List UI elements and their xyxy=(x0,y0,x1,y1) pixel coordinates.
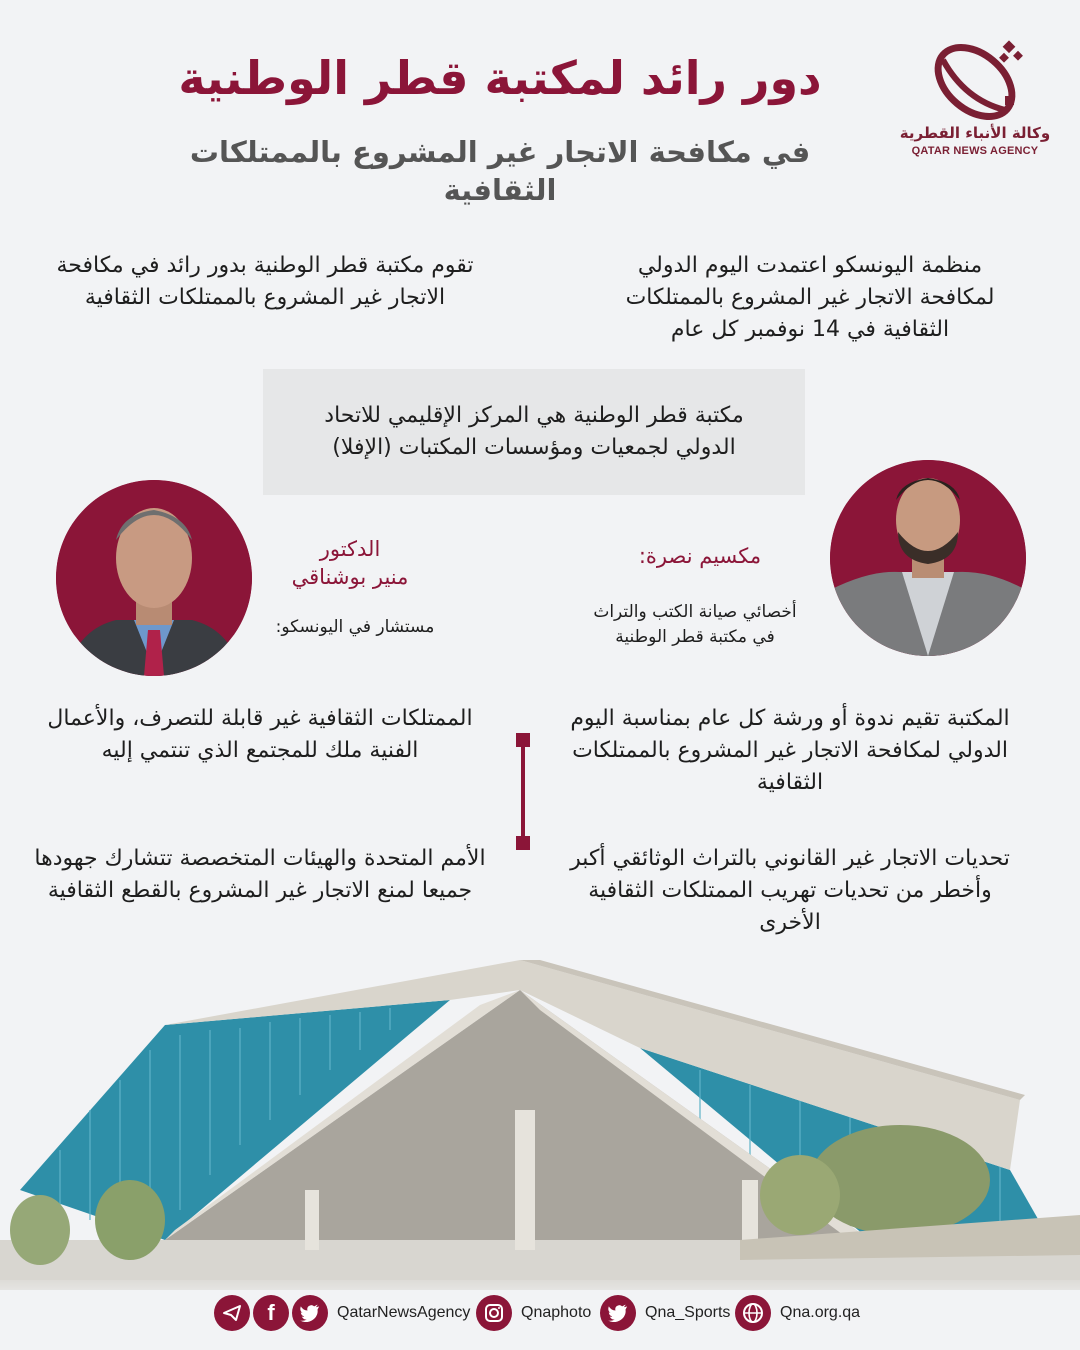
divider-cap-bottom xyxy=(516,836,530,850)
qatar-national-library-building-image xyxy=(0,960,1080,1290)
speaker-right-role-line1: أخصائي صيانة الكتب والتراث xyxy=(593,602,797,622)
social-label-qnaphoto[interactable]: Qnaphoto xyxy=(521,1304,592,1321)
logo-text-english: QATAR NEWS AGENCY xyxy=(911,145,1039,157)
social-label-website[interactable]: Qna.org.qa xyxy=(780,1304,861,1321)
social-group-instagram xyxy=(476,1295,591,1331)
column-divider xyxy=(516,733,530,850)
social-group-main xyxy=(214,1295,470,1331)
quote-right-2: تحديات الاتجار غير القانوني بالتراث الوثائقي أكبر وأخطر من تحديات تهريب الممتلكات الثقافية الأخرى xyxy=(570,846,1010,935)
avatar-dr-mounir xyxy=(56,480,252,676)
globe-icon[interactable] xyxy=(735,1295,771,1331)
quote-left-1: الممتلكات الثقافية غير قابلة للتصرف، والأعمال الفنية ملك للمجتمع الذي تنتمي إليه xyxy=(47,706,473,763)
divider-line xyxy=(521,743,525,840)
avatar-maxim-nasra xyxy=(830,460,1026,656)
speaker-left-role: مستشار في اليونسكو: xyxy=(275,617,435,637)
quote-right-1: المكتبة تقيم ندوة أو ورشة كل عام بمناسبة اليوم الدولي لمكافحة الاتجار غير المشروع بالممتلكات الثقافية xyxy=(570,706,1010,795)
intro-unesco-text: منظمة اليونسكو اعتمدت اليوم الدولي لمكافحة الاتجار غير المشروع بالممتلكات الثقافية في 14 نوفمبر كل عام xyxy=(625,253,995,342)
instagram-icon[interactable] xyxy=(476,1295,512,1331)
twitter-icon[interactable] xyxy=(600,1295,636,1331)
ifla-highlight-text: مكتبة قطر الوطنية هي المركز الإقليمي للاتحاد الدولي لجمعيات ومؤسسات المكتبات (الإفلا) xyxy=(324,403,744,460)
telegram-icon[interactable] xyxy=(214,1295,250,1331)
twitter-icon[interactable] xyxy=(292,1295,328,1331)
page-title: دور رائد لمكتبة قطر الوطنية xyxy=(178,51,822,105)
footer-social-bar xyxy=(0,1280,1080,1350)
speaker-right-name: مكسيم نصرة: xyxy=(638,544,762,568)
facebook-icon[interactable]: f xyxy=(253,1295,289,1331)
speaker-left-fullname: منير بوشناقي xyxy=(291,565,409,590)
speaker-right-role-line2: في مكتبة قطر الوطنية xyxy=(615,626,775,647)
social-label-qatarnewsagency[interactable]: QatarNewsAgency xyxy=(337,1304,471,1321)
qna-logo-mark-icon xyxy=(905,30,1055,130)
social-group-sports xyxy=(600,1295,730,1331)
intro-library-text: تقوم مكتبة قطر الوطنية بدور رائد في مكافحة الاتجار غير المشروع بالممتلكات الثقافية xyxy=(56,253,474,310)
quote-left-2: الأمم المتحدة والهيئات المتخصصة تتشارك جهودها جميعا لمنع الاتجار غير المشروع بالقطع الثقافية xyxy=(34,846,486,903)
social-group-website xyxy=(735,1295,860,1331)
speaker-right-role xyxy=(570,600,820,649)
logo-text-arabic: وكالة الأنباء القطرية xyxy=(899,124,1051,142)
social-label-qna-sports[interactable]: Qna_Sports xyxy=(645,1304,731,1321)
speaker-left-name xyxy=(250,535,450,592)
ifla-highlight-box xyxy=(263,369,805,495)
speaker-left-title: الدكتور xyxy=(319,537,381,561)
page-subtitle: في مكافحة الاتجار غير المشروع بالممتلكات الثقافية xyxy=(189,135,811,207)
